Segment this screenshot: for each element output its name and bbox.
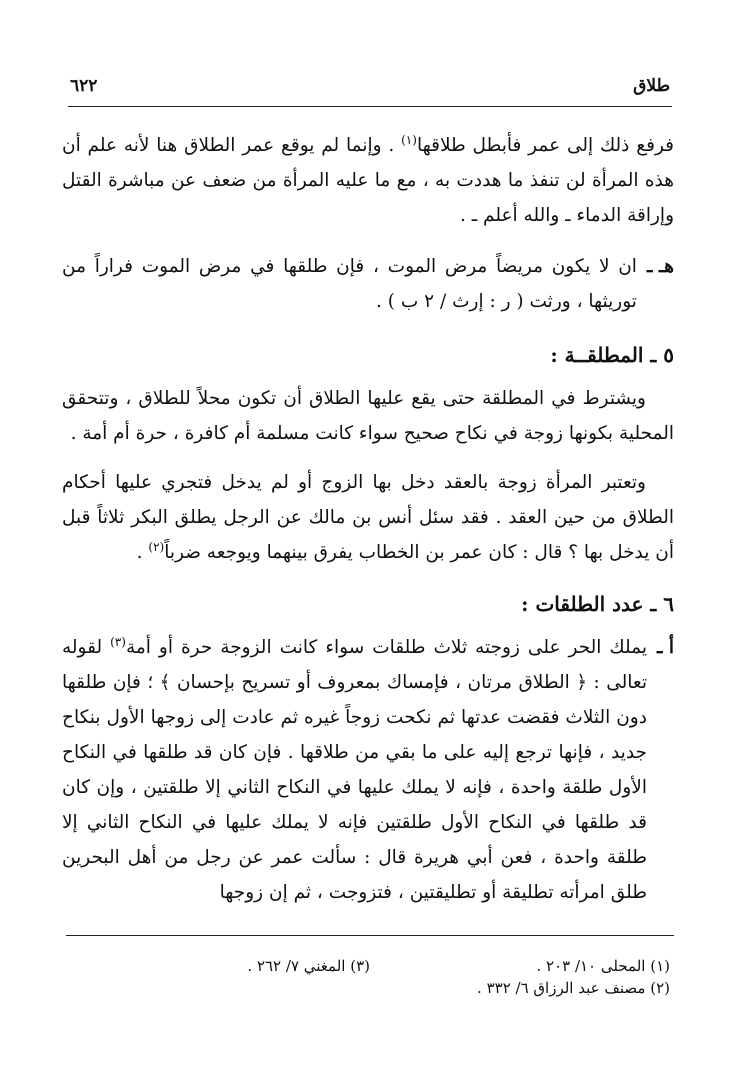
- footnote-ref[interactable]: (١): [401, 132, 417, 147]
- item-text: [62, 630, 647, 910]
- item-text-part: يملك الحر على زوجته ثلاث طلقات سواء كانت الزوجة حرة أو أمة: [125, 637, 647, 658]
- paragraph: [62, 465, 674, 570]
- page-number: ٦٢٢: [70, 76, 98, 96]
- footnote-1: (١) المحلى ١٠/ ٢٠٣ .: [536, 957, 670, 975]
- footnotes: [70, 955, 670, 999]
- section-heading: ٥ ـ المطلقــة :: [550, 343, 674, 367]
- footnote-ref[interactable]: (٢): [148, 539, 165, 554]
- footnote-row: [70, 977, 670, 999]
- section-heading: ٦ ـ عدد الطلقات :: [521, 592, 674, 616]
- paragraph-text: وتعتبر المرأة زوجة بالعقد دخل بها الزوج أو لم يدخل فتجري عليها أحكام الطلاق من حين العقد . فقد سئل أنس بن مالك عن الرجل يطلق البكر ثلاثاً قبل أن يدخل بها ؟ قال : كان عمر بن الخطاب يفرق بينهما ويوجعه ضرباً: [62, 472, 674, 563]
- footnote-divider: [66, 935, 674, 936]
- paragraph: ويشترط في المطلقة حتى يقع عليها الطلاق أن تكون محلاً للطلاق ، وتتحقق المحلية بكونها زوجة في نكاح صحيح سواء كانت مسلمة أم كافرة ، حرة أم أمة .: [62, 388, 674, 444]
- paragraph: [62, 128, 674, 233]
- footnote-3: (٣) المغني ٧/ ٢٦٢ .: [247, 957, 370, 975]
- item-marker: أ ـ: [656, 637, 674, 658]
- footnote-2: (٢) مصنف عبد الرزاق ٦/ ٣٣٢ .: [477, 979, 670, 997]
- main-text: [62, 128, 674, 910]
- item-text: ان لا يكون مريضاً مرض الموت ، فإن طلقها في مرض الموت فراراً من توريثها ، ورثت ( ر : إرث / ٢ ب ) .: [62, 256, 637, 312]
- item-marker: هـ ـ: [646, 256, 674, 277]
- condition-item-h: [62, 249, 674, 319]
- paragraph-text: فرفع ذلك إلى عمر فأبطل طلاقها: [416, 135, 674, 156]
- item-text-part: لقوله تعالى : ﴿ الطلاق مرتان ، فإمساك بمعروف أو تسريح بإحسان ﴾ ؛ فإن طلقها دون الثلاث فقضت عدتها ثم نكحت زوجاً غيره ثم عادت إلى زوجها الأول بنكاح جديد ، فإنها ترجع إليه على ما بقي من طلاقها . فإن كان قد طلقها في النكاح الأول طلقة واحدة ، فإنه لا يملك عليها في النكاح الثاني إلا طلقتين ، وإن كان قد طلقها في النكاح الأول طلقتين فإنه لا يملك عليها في النكاح الثاني إلا طلقة واحدة ، فعن أبي هريرة قال : سألت عمر عن رجل من أهل البحرين طلق امرأته تطليقة أو تطليقتين ، فتزوجت ، ثم إن زوجها: [62, 637, 647, 903]
- header-divider: [68, 106, 672, 107]
- paragraph-text: .: [136, 542, 149, 563]
- page-header: [70, 76, 670, 100]
- paragraph-text: . وإنما لم يوقع عمر الطلاق هنا لأنه علم أن هذه المرأة لن تنفذ ما هددت به ، مع ما عليه المرأة من ضعف عن مباشرة القتل وإراقة الدماء ـ والله أعلم ـ .: [62, 135, 674, 226]
- running-title: طلاق: [633, 76, 670, 96]
- footnote-ref[interactable]: (٣): [110, 634, 126, 649]
- footnote-row: [70, 955, 670, 977]
- list-item-a: [62, 630, 674, 910]
